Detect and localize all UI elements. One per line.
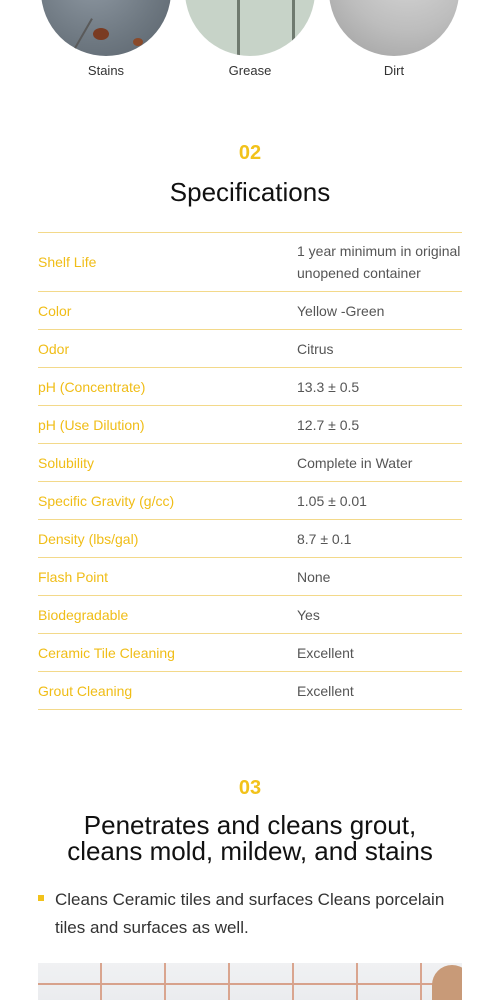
grout-line bbox=[38, 983, 462, 985]
section-title-line: Penetrates and cleans grout, bbox=[83, 810, 417, 840]
spec-value: 1.05 ± 0.01 bbox=[297, 492, 367, 509]
spec-value: Complete in Water bbox=[297, 454, 413, 471]
spec-value bbox=[297, 233, 462, 292]
spec-key: Shelf Life bbox=[38, 254, 97, 270]
table-row bbox=[38, 406, 462, 444]
table-row bbox=[38, 634, 462, 672]
table-row bbox=[38, 558, 462, 596]
spec-value-line: 1 year minimum in original bbox=[297, 243, 461, 259]
category-label-stains: Stains bbox=[87, 63, 125, 78]
table-row bbox=[38, 444, 462, 482]
spec-key: Grout Cleaning bbox=[38, 682, 133, 699]
bullet-text: Cleans Ceramic tiles and surfaces Cleans porcelain tiles and surfaces as well. bbox=[55, 890, 445, 937]
spec-value: 12.7 ± 0.5 bbox=[297, 416, 360, 433]
bullet-icon bbox=[38, 895, 44, 901]
category-images bbox=[0, 0, 500, 90]
section-number: 03 bbox=[238, 777, 262, 799]
table-row bbox=[38, 520, 462, 558]
spec-value: 8.7 ± 0.1 bbox=[297, 530, 352, 547]
category-label-grease: Grease bbox=[228, 63, 272, 78]
rust-spot bbox=[133, 38, 143, 46]
tile-cleaning-image bbox=[38, 963, 462, 1000]
spec-value: None bbox=[297, 568, 331, 585]
spec-value: Excellent bbox=[297, 682, 354, 699]
table-row bbox=[38, 292, 462, 330]
spec-value: Excellent bbox=[297, 644, 354, 661]
spec-key: pH (Use Dilution) bbox=[38, 416, 145, 433]
spec-key: Density (lbs/gal) bbox=[38, 530, 139, 547]
grease-image bbox=[185, 0, 315, 56]
spec-value: 13.3 ± 0.5 bbox=[297, 378, 360, 395]
specifications-table bbox=[38, 232, 462, 710]
spec-key: Biodegradable bbox=[38, 606, 129, 623]
rust-spot bbox=[93, 28, 109, 40]
list-item bbox=[38, 886, 468, 942]
spec-key: Color bbox=[38, 302, 72, 319]
table-row bbox=[38, 330, 462, 368]
section-title: Specifications bbox=[169, 177, 331, 207]
section-title-line: cleans mold, mildew, and stains bbox=[67, 836, 433, 866]
spec-value-line: unopened container bbox=[297, 265, 421, 281]
spec-key: Ceramic Tile Cleaning bbox=[38, 644, 175, 661]
table-row bbox=[38, 596, 462, 634]
dirt-image bbox=[329, 0, 459, 56]
table-row bbox=[38, 233, 462, 292]
spec-value: Citrus bbox=[297, 340, 334, 357]
spec-value: Yellow -Green bbox=[297, 302, 385, 319]
surface-crack bbox=[71, 18, 93, 54]
table-row bbox=[38, 482, 462, 520]
spec-key: Flash Point bbox=[38, 568, 109, 585]
table-row bbox=[38, 672, 462, 710]
spec-key: pH (Concentrate) bbox=[38, 378, 146, 395]
stains-image bbox=[41, 0, 171, 56]
spec-value: Yes bbox=[297, 606, 320, 623]
category-label-dirt: Dirt bbox=[383, 63, 405, 78]
section-title bbox=[0, 812, 500, 864]
hand-image bbox=[432, 965, 462, 1000]
spec-key: Specific Gravity (g/cc) bbox=[38, 492, 175, 509]
section-number: 02 bbox=[238, 142, 262, 164]
spec-key: Odor bbox=[38, 340, 70, 357]
spec-key: Solubility bbox=[38, 454, 95, 471]
table-row bbox=[38, 368, 462, 406]
